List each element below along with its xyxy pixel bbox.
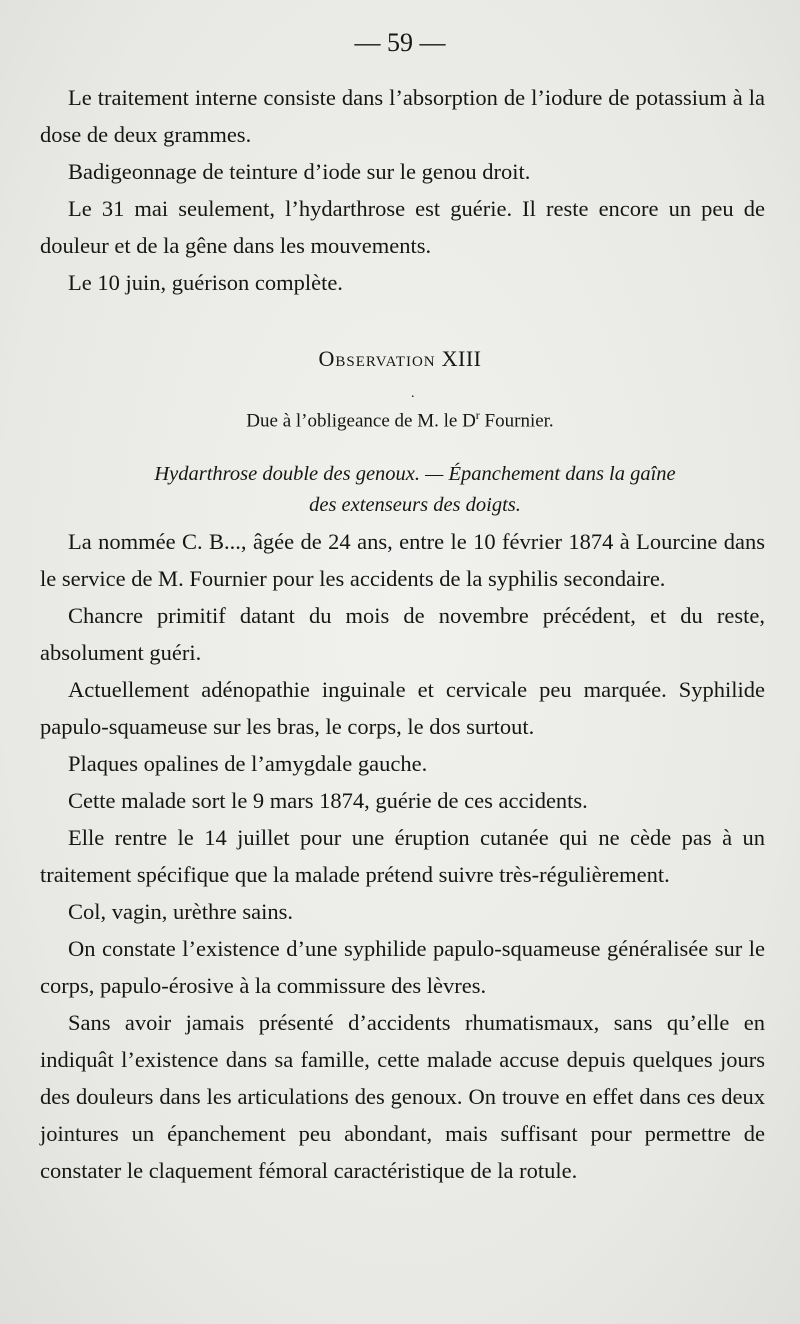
attribution-superscript: r	[475, 408, 480, 422]
paragraph: Sans avoir jamais présenté d’accidents rhumatismaux, sans qu’elle en indiquât l’existence dans sa famille, cette malade accuse depuis quelques jours des douleurs dans les articulations des genoux. On trouve en effet dans ces deux jointures un épanchement peu abondant, mais suffisant pour permettre de constater le claquement fémoral caractéristique de la rotule.	[40, 1010, 765, 1183]
paragraph: Plaques opalines de l’amygdale gauche.	[68, 751, 428, 776]
observation-body	[40, 523, 765, 1189]
attribution-prefix: Due à l’obligeance de M. le D	[246, 410, 476, 432]
observation-subtitle	[70, 459, 760, 521]
paragraph: Actuellement adénopathie inguinale et cervicale peu marquée. Syphilide papulo-squameuse sur les bras, le corps, le dos surtout.	[40, 677, 765, 739]
attribution-suffix: Fournier.	[479, 410, 554, 432]
subtitle-line: des extenseurs des doigts.	[309, 494, 521, 516]
paragraph: Le 10 juin, guérison complète.	[68, 270, 343, 295]
paragraph: Cette malade sort le 9 mars 1874, guérie de ces accidents.	[68, 788, 588, 813]
decorative-dot: .	[411, 386, 415, 401]
paragraph: La nommée C. B..., âgée de 24 ans, entre le 10 février 1874 à Lourcine dans le service de M. Fournier pour les accidents de la syphilis secondaire.	[40, 529, 765, 591]
subtitle-line: Hydarthrose double des genoux. — Épanchement dans la gaîne	[154, 463, 676, 485]
observation-attribution	[0, 408, 800, 432]
intro-text	[40, 79, 765, 301]
paragraph: On constate l’existence d’une syphilide papulo-squameuse généralisée sur le corps, papulo-érosive à la commissure des lèvres.	[40, 936, 765, 998]
observation-label: Observation	[318, 346, 436, 371]
paragraph: Le 31 mai seulement, l’hydarthrose est guérie. Il reste encore un peu de douleur et de la gêne dans les mouvements.	[40, 196, 765, 258]
paragraph: Elle rentre le 14 juillet pour une éruption cutanée qui ne cède pas à un traitement spécifique que la malade prétend suivre très-régulièrement.	[40, 825, 765, 887]
paragraph: Le traitement interne consiste dans l’absorption de l’iodure de potassium à la dose de deux grammes.	[40, 85, 765, 147]
paragraph: Badigeonnage de teinture d’iode sur le genou droit.	[68, 159, 531, 184]
paragraph: Chancre primitif datant du mois de novembre précédent, et du reste, absolument guéri.	[40, 603, 765, 665]
observation-number: XIII	[441, 346, 482, 371]
observation-heading	[0, 346, 800, 372]
page-number: — 59 —	[354, 28, 446, 57]
paragraph: Col, vagin, urèthre sains.	[68, 899, 293, 924]
